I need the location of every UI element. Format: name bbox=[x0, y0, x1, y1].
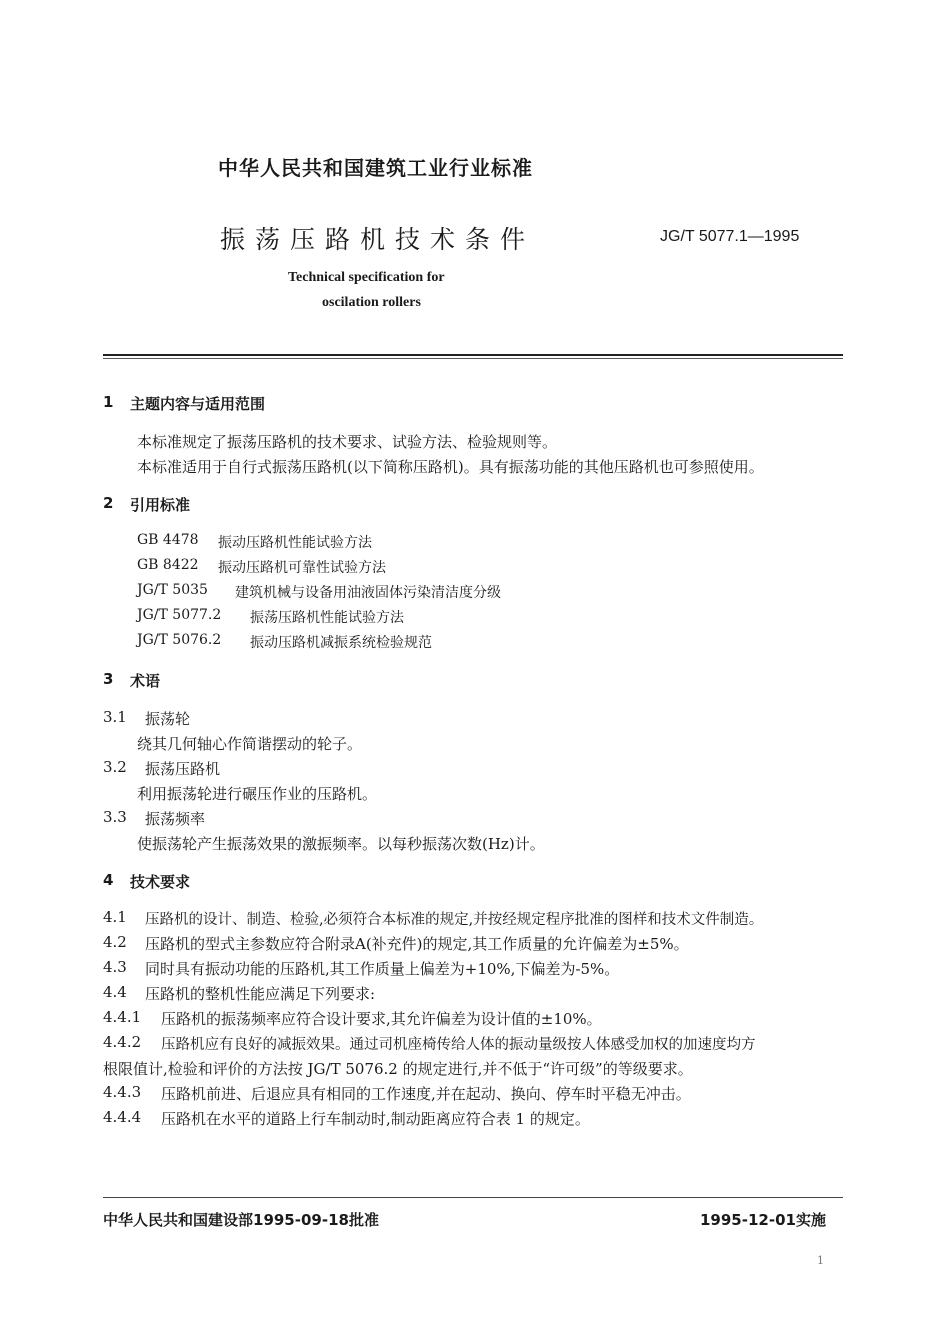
clause-number: 4.4.3 bbox=[103, 1083, 142, 1101]
reference-code: JG/T 5077.2 bbox=[137, 607, 222, 623]
section-1-paragraph-2: 本标准适用于自行式振荡压路机(以下简称压路机)。具有振荡功能的其他压路机也可参照使用。 bbox=[137, 458, 764, 476]
section-3-number: 3 bbox=[103, 670, 114, 688]
term-title: 振荡压路机 bbox=[145, 760, 221, 778]
term-definition: 使振荡轮产生振荡效果的激振频率。以每秒振荡次数(Hz)计。 bbox=[137, 835, 545, 853]
effective-date: 1995-12-01实施 bbox=[700, 1211, 826, 1229]
section-3-title: 术语 bbox=[130, 672, 161, 690]
approval-line: 中华人民共和国建设部1995-09-18批准 bbox=[103, 1211, 379, 1229]
clause-number: 4.4.1 bbox=[103, 1008, 142, 1026]
section-1-number: 1 bbox=[103, 393, 114, 411]
header-divider-thin bbox=[103, 358, 843, 359]
term-number: 3.1 bbox=[103, 708, 127, 726]
reference-name: 振动压路机减振系统检验规范 bbox=[250, 635, 432, 651]
section-1-paragraph-1: 本标准规定了振荡压路机的技术要求、试验方法、检验规则等。 bbox=[137, 433, 558, 451]
clause-number: 4.4.4 bbox=[103, 1108, 142, 1126]
section-2-number: 2 bbox=[103, 494, 114, 512]
reference-name: 建筑机械与设备用油液固体污染清洁度分级 bbox=[235, 585, 501, 601]
term-title: 振荡频率 bbox=[145, 810, 206, 828]
term-definition: 利用振荡轮进行碾压作业的压路机。 bbox=[137, 785, 378, 803]
term-title: 振荡轮 bbox=[145, 710, 191, 728]
clause-text: 压路机的振荡频率应符合设计要求,其允许偏差为设计值的±10%。 bbox=[161, 1010, 602, 1028]
reference-name: 振动压路机性能试验方法 bbox=[218, 535, 372, 551]
clause-number: 4.1 bbox=[103, 908, 127, 926]
document-title: 振荡压路机技术条件 bbox=[220, 225, 536, 254]
clause-text: 同时具有振动功能的压路机,其工作质量上偏差为+10%,下偏差为-5%。 bbox=[145, 960, 620, 978]
clause-text: 压路机的型式主参数应符合附录A(补充件)的规定,其工作质量的允许偏差为±5%。 bbox=[145, 935, 689, 953]
header-divider bbox=[103, 354, 843, 356]
clause-text: 压路机的整机性能应满足下列要求: bbox=[145, 985, 376, 1003]
term-number: 3.3 bbox=[103, 808, 127, 826]
clause-number: 4.4.2 bbox=[103, 1033, 142, 1051]
reference-code: JG/T 5035 bbox=[137, 582, 208, 598]
clause-number: 4.2 bbox=[103, 933, 127, 951]
clause-text: 压路机前进、后退应具有相同的工作速度,并在起动、换向、停车时平稳无冲击。 bbox=[161, 1085, 691, 1103]
term-definition: 绕其几何轴心作简谐摆动的轮子。 bbox=[137, 735, 363, 753]
section-2-title: 引用标准 bbox=[130, 496, 191, 514]
reference-code: JG/T 5076.2 bbox=[137, 632, 222, 648]
standard-code: JG/T 5077.1—1995 bbox=[660, 228, 800, 245]
english-title-line-2: oscilation rollers bbox=[322, 295, 421, 310]
issuing-organization: 中华人民共和国建筑工业行业标准 bbox=[218, 156, 533, 180]
reference-code: GB 8422 bbox=[137, 557, 199, 573]
page-number: 1 bbox=[817, 1254, 824, 1267]
english-title-line-1: Technical specification for bbox=[288, 270, 445, 285]
clause-number: 4.3 bbox=[103, 958, 127, 976]
reference-code: GB 4478 bbox=[137, 532, 199, 548]
clause-number: 4.4 bbox=[103, 983, 127, 1001]
reference-name: 振荡压路机性能试验方法 bbox=[250, 610, 404, 626]
clause-text: 压路机在水平的道路上行车制动时,制动距离应符合表 1 的规定。 bbox=[161, 1110, 590, 1128]
reference-name: 振动压路机可靠性试验方法 bbox=[218, 560, 386, 576]
section-1-title: 主题内容与适用范围 bbox=[130, 395, 266, 413]
section-4-number: 4 bbox=[103, 871, 114, 889]
clause-text: 压路机的设计、制造、检验,必须符合本标准的规定,并按经规定程序批准的图样和技术文件制造。 bbox=[145, 912, 764, 928]
footer-divider bbox=[103, 1197, 843, 1198]
section-4-title: 技术要求 bbox=[130, 873, 191, 891]
term-number: 3.2 bbox=[103, 758, 127, 776]
clause-text-continued: 根限值计,检验和评价的方法按 JG/T 5076.2 的规定进行,并不低于“许可级”的等级要求。 bbox=[103, 1060, 693, 1078]
clause-text: 压路机应有良好的减振效果。通过司机座椅传给人体的振动量级按人体感受加权的加速度均方 bbox=[161, 1037, 756, 1053]
